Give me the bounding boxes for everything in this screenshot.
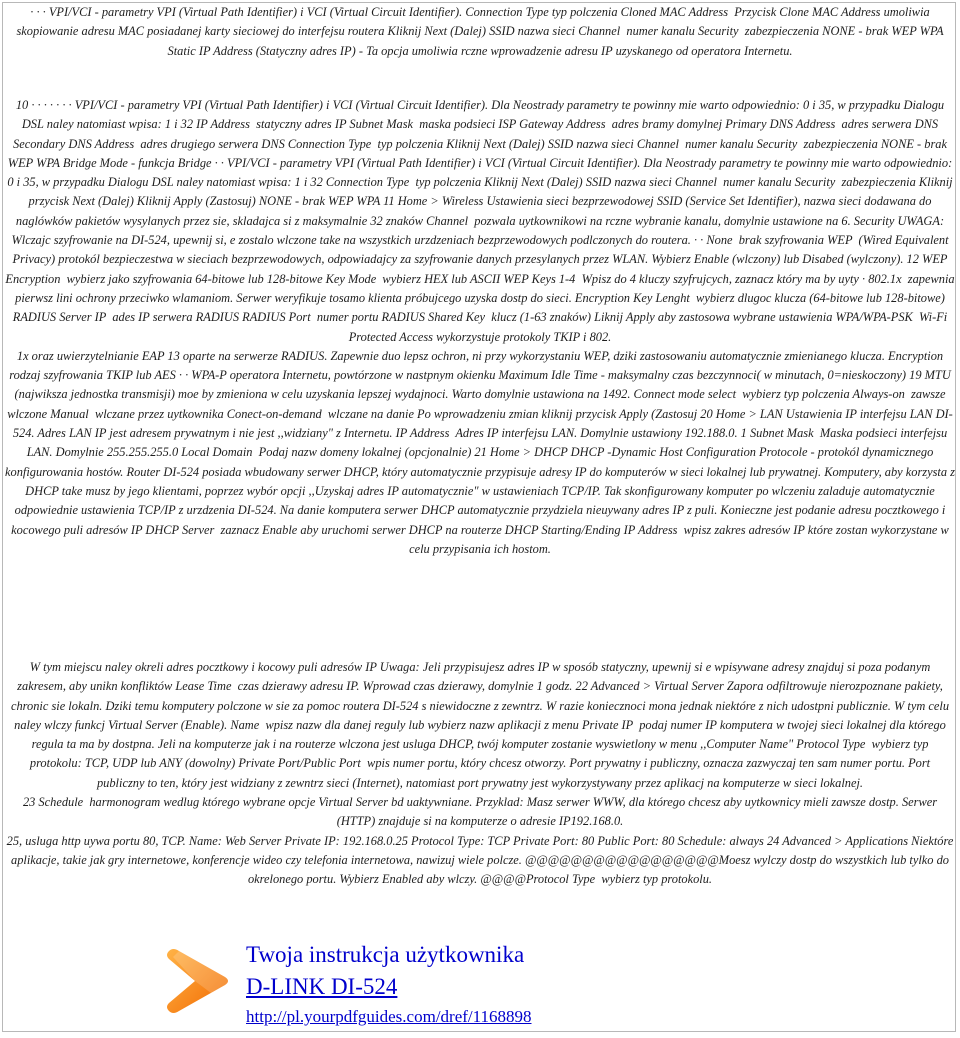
orange-arrow-icon [159, 943, 235, 1019]
footer-model-link[interactable]: D-LINK DI-524 [246, 974, 398, 999]
footer-title[interactable]: Twoja instrukcja użytkownika [246, 942, 525, 967]
document-page [2, 2, 956, 1032]
footer-text [246, 939, 532, 1029]
footer-url-link[interactable]: http://pl.yourpdfguides.com/dref/1168898 [246, 1007, 532, 1026]
paragraph-settings: 10 · · · · · · · VPI/VCI - parametry VPI (Virtual Path Identifier) i VCI (Virtual Circuit Identifier). Dla Neostrady parametry te powinny mie warto odpowiednio: 0 i 35, w przypadku Dialogu DSL naley natomiast wpisa: 1 i 32 IP Address statyczny adres IP Subnet Mask maska podsieci ISP Gateway Address adres bramy domylnej Primary DNS Address adres serwera DNS Secondary DNS Address adres drugiego serwera DNS Connection Type typ polczenia Kliknij Next (Dalej) SSID nazwa sieci Channel numer kanalu Security zabezpieczenia NONE - brak WEP WPA Bridge Mode - funkcja Bridge · · VPI/VCI - parametry VPI (Virtual Path Identifier) i VCI (Virtual Circuit Identifier). Dla Neostrady parametry te powinny mie warto odpowiednio: 0 i 35, w przypadku Dialogu DSL naley natomiast wpisa: 1 i 32 Connection Type typ polczenia Kliknij Next (Dalej) SSID nazwa sieci Channel numer kanalu Security zabezpieczenia Kliknij przycisk Next (Dalej) Kliknij Apply (Zastosuj) NONE - brak WEP WPA 11 Home > Wireless Ustawienia sieci bezprzewodowej SSID (Service Set Identifier), nazwa sieci dodawana do naglówków pakietów wysylanych przez sie, skladajca si z maksymalnie 32 znaków Channel pozwala uytkownikowi na rczne wybranie kanalu, domylnie ustawione na 6. Security UWAGA: Wlczajc szyfrowanie na DI-524, upewnij si, e zostalo wlczone take na wszystkich urzdzeniach bezprzewodowych podlczonych do routera. · · None brak szyfrowania WEP (Wired Equivalent Privacy) protokól bezpieczestwa w sieciach bezprzewodowych, odpowiadajcy za szyfrowanie danych przesylanych przez WLAN. Wybierz Enable (wlczony) lub Disabed (wylczony). 12 WEP Encryption wybierz jako szyfrowania 64-bitowe lub 128-bitowe Key Mode wybierz HEX lub ASCII WEP Keys 1-4 Wpisz do 4 kluczy szyfrujcych, zaznacz który ma by uyty · 802.1x zapewnia pierwsz lini ochrony przeciwko wlamaniom. Serwer weryfikuje tosamo klienta próbujcego uzyska dostp do sieci. Encryption Key Lenght wybierz dlugoc klucza (64-bitowe lub 128-bitowe) RADIUS Server IP ades IP serwera RADIUS RADIUS Port numer portu RADIUS Shared Key klucz (1-63 znaków) Liknij Apply aby zastosowa wybrane ustawienia WPA/WPA-PSK Wi-Fi Protected Access wykorzystuje protokoly TKIP i 802. 1x oraz uwierzytelnianie EAP 13 oparte na serwerze RADIUS. Zapewnie duo lepsz ochron, ni przy wykorzystaniu WEP, dziki zastosowaniu automatycznie zmienianego klucza. Encryption rodzaj szyfrowania TKIP lub AES · · WPA-P operatora Internetu, powtórzone w nastpnym okienku Maximum Idle Time - maksymalny czas bezczynnoci( w minutach, 0=nieskoczony) 19 MTU (najwiksza jednostka transmisji) moe by zmieniona w celu uzyskania lepszej wydajnoci. Warto domylnie ustawiona na 1492. Connect mode select wybierz typ polczenia Always-on zawsze wlczone Manual wlczane przez uytkownika Conect-on-demand wlczane na danie Po wprowadzeniu zmian kliknij przycisk Apply (Zastosuj 20 Home > LAN Ustawienia IP interfejsu LAN DI-524. Adres LAN IP jest adresem prywatnym i nie jest ,,widziany" z Internetu. IP Address Adres IP interfejsu LAN. Domylnie ustawiony 192.188.0. 1 Subnet Mask Maska podsieci interfejsu LAN. Domylnie 255.255.255.0 Local Domain Podaj nazw domeny lokalnej (opcjonalnie) 21 Home > DHCP DHCP -Dynamic Host Configuration Protocole - protokól dynamicznego konfigurowania hostów. Router DI-524 posiada wbudowany serwer DHCP, który automatycznie przypisuje adresy IP do komputerów w sieci lokalnej lub prywatnej. Komputery, aby korzysta z DHCP take musz by jego klientami, poprzez wybór opcji ,,Uzyskaj adres IP automatycznie" w ustawieniach TCP/IP. Tak skonfigurowany komputer po wlczeniu zaladuje automatycznie odpowiednie ustawienia TCP/IP z urzdzenia DI-524. Na danie komputera serwer DHCP automatycznie przydziela nieuywany adres IP z puli. Konieczne jest podanie adresu pocztkowego i kocowego puli adresów IP DHCP Server zaznacz Enable aby uruchomi serwer DHCP na routerze DHCP Starting/Ending IP Address wpisz zakres adresów IP które zostan wykorzystane w celu przypisania ich hostom. [5, 98, 955, 556]
paragraph-advanced: W tym miejscu naley okreli adres pocztkowy i kocowy puli adresów IP Uwaga: Jeli przypisujesz adres IP w sposób statyczny, upewnij si e wpisywane adresy znajduj si poza podanym zakresem, aby unikn konfliktów Lease Time czas dzierawy adresu IP. Wprowad czas dzierawy, domylnie 1 godz. 22 Advanced > Virtual Server Zapora odfiltrowuje nierozpoznane pakiety, chronic sie lokaln. Dziki temu komputery polczone w sie za pomoc routera DI-524 s niewidoczne z zewntrz. W razie koniecznoci mona jednak niektóre z nich udostpni publicznie. W tym celu naley wlczy funkcj Virtual Server (Enable). Name wpisz nazw dla danej reguly lub wybierz nazw aplikacji z menu Private IP podaj numer IP komputera w twojej sieci lokalnej dla którego regula ta ma by dostpna. Jeli na komputerze jak i na routerze wlczona jest usluga DHCP, twój komputer zostanie wyswietlony w menu ,,Computer Name" Protocol Type wybierz typ protokolu: TCP, UDP lub ANY (dowolny) Private Port/Public Port wpis numer portu, który chcesz otworzy. Port prywatny i publiczny, oznacza zazwyczaj ten sam numer portu. Port publiczny to ten, który jest widziany z zewntrz sieci (Internet), natomiast port prywatny jest wykorzystywany przez aplikacj na komputerze w sieci lokalnej. 23 Schedule harmonogram wedlug którego wybrane opcje Virtual Server bd uaktywniane. Przyklad: Masz serwer WWW, dla którego chcesz aby uytkownicy mieli zawsze dostp. Serwer (HTTP) znajduje si na komputerze o adresie IP192.168.0. 25, usluga http uywa portu 80, TCP. Name: Web Server Private IP: 192.168.0.25 Protocol Type: TCP Private Port: 80 Public Port: 80 Schedule: always 24 Advanced > Applications Niektóre aplikacje, takie jak gry internetowe, konferencje wideo czy telefonia internetowa, nawizuj wiele polcze. @@@@@@@@@@@@@@@@@Moesz wylczy dostp do wszystkich lub tylko do okrelonego portu. Wybierz Enabled aby wlczy. @@@@Protocol Type wybierz typ protokolu. [6, 660, 954, 887]
footer-banner [159, 937, 759, 1029]
paragraph-intro: · · · VPI/VCI - parametry VPI (Virtual Path Identifier) i VCI (Virtual Circuit Identifier). Connection Type typ polczenia Cloned MAC Address Przycisk Clone MAC Address umoliwia skopiowanie adresu MAC posiadanej karty sieciowej do interfejsu routera Kliknij Next (Dalej) SSID nazwa sieci Channel numer kanalu Security zabezpieczenia NONE - brak WEP WPA Static IP Address (Statyczny adres IP) - Ta opcja umoliwia rczne wprowadzenie adresu IP uzyskanego od operatora Internetu. [16, 5, 947, 58]
